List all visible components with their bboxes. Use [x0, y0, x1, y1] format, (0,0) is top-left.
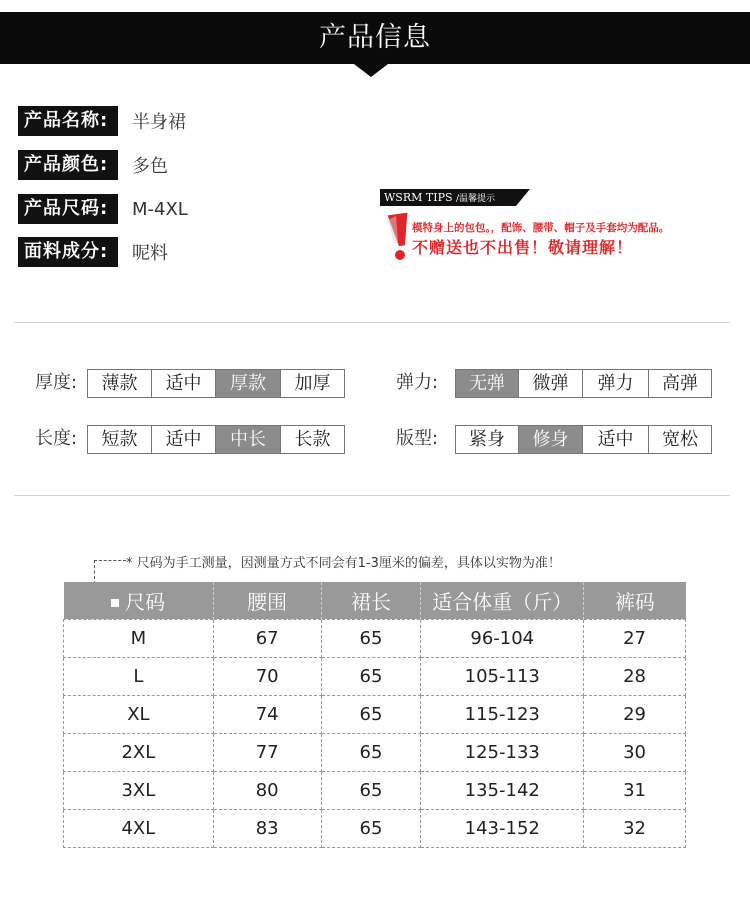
header-pants-size: 裤码: [584, 582, 686, 619]
option-tight: 紧身: [456, 426, 519, 453]
info-row-name: [18, 106, 186, 136]
cell-length: 65: [321, 695, 421, 733]
info-label: 产品名称:: [18, 106, 118, 136]
info-value: 半身裙: [132, 112, 186, 133]
tips-title: [384, 190, 495, 207]
table-row: [64, 695, 686, 733]
cell-weight: 135-142: [421, 771, 584, 809]
option-loose: 宽松: [662, 429, 698, 450]
cell-waist: 83: [213, 809, 321, 847]
info-value: 多色: [132, 156, 168, 177]
cell-length: 65: [321, 733, 421, 771]
info-label: 面料成分:: [18, 237, 118, 267]
header-skirt-length: 裙长: [321, 582, 421, 619]
header-size: [64, 582, 214, 619]
attr-label-fit: 版型:: [396, 428, 439, 449]
cell-size: XL: [64, 695, 214, 733]
cell-weight: 96-104: [421, 619, 584, 657]
cell-waist: 80: [213, 771, 321, 809]
size-note: * 尺码为手工测量，因测量方式不同会有1-3厘米的偏差，具体以实物为准！: [126, 556, 561, 571]
cell-size: 2XL: [64, 733, 214, 771]
info-value: M-4XL: [132, 198, 188, 220]
option-short: 短款: [88, 426, 152, 453]
header-size-text: 尺码: [125, 589, 166, 614]
info-label: 产品颜色:: [18, 150, 118, 180]
cell-size: 4XL: [64, 809, 214, 847]
option-slight-stretch: 微弹: [519, 370, 583, 397]
attr-thickness: [87, 369, 345, 398]
cell-size: L: [64, 657, 214, 695]
size-table: [63, 582, 686, 848]
cell-pants: 27: [584, 619, 686, 657]
header-bar: [0, 12, 750, 64]
option-midi-selected: 中长: [216, 426, 281, 453]
option-extra-thick: 加厚: [294, 373, 331, 394]
cell-pants: 31: [584, 771, 686, 809]
table-row: [64, 771, 686, 809]
tips-banner: [380, 189, 530, 206]
attr-label-length: 长度:: [35, 428, 78, 449]
info-row-color: [18, 150, 168, 180]
header-weight: 适合体重（斤）: [421, 582, 584, 619]
cell-length: 65: [321, 657, 421, 695]
tips-line-2: 不赠送也不出售！敬请理解！: [412, 238, 634, 257]
cell-pants: 29: [584, 695, 686, 733]
cell-pants: 28: [584, 657, 686, 695]
header-waist: 腰围: [213, 582, 321, 619]
option-thick-selected: 厚款: [216, 370, 281, 397]
cell-weight: 143-152: [421, 809, 584, 847]
cell-waist: 70: [213, 657, 321, 695]
cell-weight: 115-123: [421, 695, 584, 733]
tips-subtitle: /温馨提示: [456, 194, 496, 204]
option-regular-fit: 适中: [583, 426, 649, 453]
attr-elasticity: [455, 369, 712, 398]
option-high-stretch: 高弹: [662, 373, 698, 394]
divider: [14, 322, 730, 323]
cell-length: 65: [321, 619, 421, 657]
cell-waist: 77: [213, 733, 321, 771]
option-medium: 适中: [152, 370, 216, 397]
cell-size: M: [64, 619, 214, 657]
table-row: [64, 657, 686, 695]
table-row: [64, 733, 686, 771]
info-row-material: [18, 237, 168, 267]
cell-weight: 105-113: [421, 657, 584, 695]
info-value: 呢料: [132, 243, 168, 264]
table-header-row: [64, 582, 686, 619]
option-no-stretch-selected: 无弹: [456, 370, 519, 397]
option-slim-selected: 修身: [519, 426, 583, 453]
tips-title-text: WSRM TIPS: [384, 191, 453, 204]
info-row-size: [18, 194, 188, 224]
page-title: 产品信息: [319, 22, 431, 53]
header-notch: [354, 64, 388, 77]
table-row: [64, 619, 686, 657]
cell-weight: 125-133: [421, 733, 584, 771]
attr-label-elasticity: 弹力:: [396, 372, 439, 393]
tips-line-1: 模特身上的包包。，配饰、腰带、帽子及手套均为配品。: [412, 222, 670, 234]
cell-pants: 32: [584, 809, 686, 847]
cell-length: 65: [321, 771, 421, 809]
bullet-icon: [111, 599, 119, 607]
attr-label-thickness: 厚度:: [35, 372, 78, 393]
cell-pants: 30: [584, 733, 686, 771]
attr-fit: [455, 425, 712, 454]
option-long: 长款: [294, 429, 331, 450]
table-row: [64, 809, 686, 847]
attr-length: [87, 425, 345, 454]
option-regular: 适中: [152, 426, 216, 453]
cell-waist: 74: [213, 695, 321, 733]
option-thin: 薄款: [88, 370, 152, 397]
option-stretch: 弹力: [583, 370, 649, 397]
divider: [14, 495, 730, 496]
cell-waist: 67: [213, 619, 321, 657]
exclamation-icon: [384, 212, 414, 262]
cell-length: 65: [321, 809, 421, 847]
cell-size: 3XL: [64, 771, 214, 809]
info-label: 产品尺码:: [18, 194, 118, 224]
